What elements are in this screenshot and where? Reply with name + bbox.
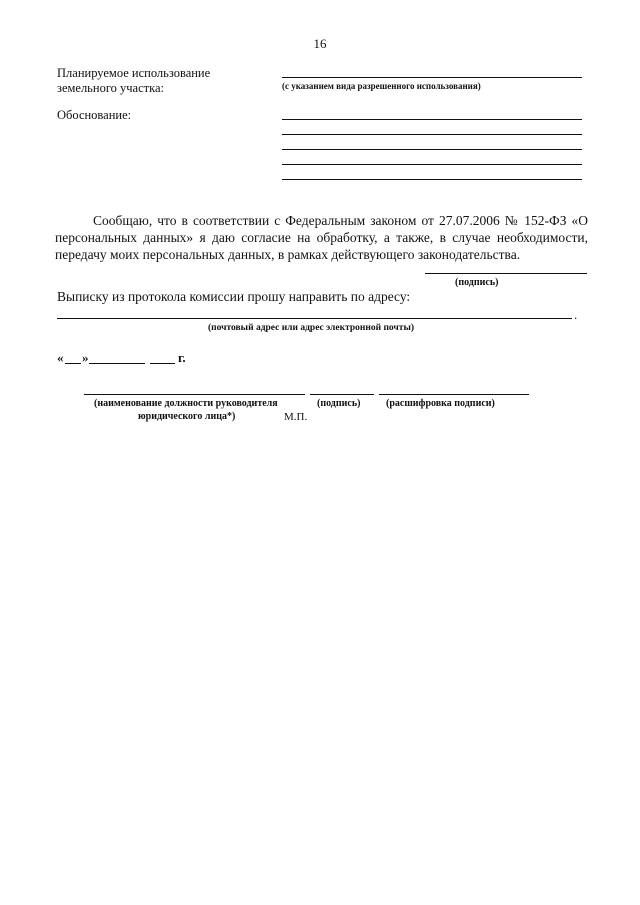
decoding-label: (расшифровка подписи) [386, 398, 495, 409]
date-month-field[interactable] [89, 363, 145, 364]
decoding-field[interactable] [379, 394, 529, 395]
position-label-line2: юридического лица*) [138, 411, 236, 422]
position-field[interactable] [84, 394, 305, 395]
planned-use-label-line2: земельного участка: [57, 81, 165, 95]
stamp-label: М.П. [284, 411, 308, 423]
date-day-field[interactable] [65, 363, 81, 364]
date-open-quote: « [57, 350, 64, 365]
justification-line-4[interactable] [282, 164, 582, 165]
date-year-suffix: г. [178, 350, 186, 365]
justification-line-2[interactable] [282, 134, 582, 135]
planned-use-field[interactable] [282, 77, 582, 78]
page-number: 16 [313, 36, 327, 51]
address-end-dot: . [574, 307, 578, 322]
address-field[interactable] [57, 318, 572, 319]
signature-hint: (подпись) [455, 277, 499, 288]
planned-use-label-line1: Планируемое использование [57, 66, 211, 80]
date-close-quote: » [82, 350, 89, 365]
planned-use-hint: (с указанием вида разрешенного использования) [282, 81, 481, 91]
footer-signature-label: (подпись) [317, 398, 361, 409]
justification-line-3[interactable] [282, 149, 582, 150]
justification-label: Обоснование: [57, 108, 132, 122]
date-year-field[interactable] [150, 363, 175, 364]
justification-line-5[interactable] [282, 179, 582, 180]
position-label-line1: (наименование должности руководителя [94, 398, 278, 409]
justification-line-1[interactable] [282, 119, 582, 120]
consent-paragraph: Сообщаю, что в соответствии с Федеральным законом от 27.07.2006 № 152-ФЗ «О персональных данных» я даю согласие на обработку, а также, в случае необходимости, передачу моих персональных данных, в рамках действующего законодательства. [55, 213, 588, 262]
signature-field[interactable] [425, 273, 587, 274]
footer-signature-field[interactable] [310, 394, 374, 395]
extract-request-text: Выписку из протокола комиссии прошу направить по адресу: [57, 289, 411, 304]
address-hint: (почтовый адрес или адрес электронной почты) [208, 323, 415, 333]
